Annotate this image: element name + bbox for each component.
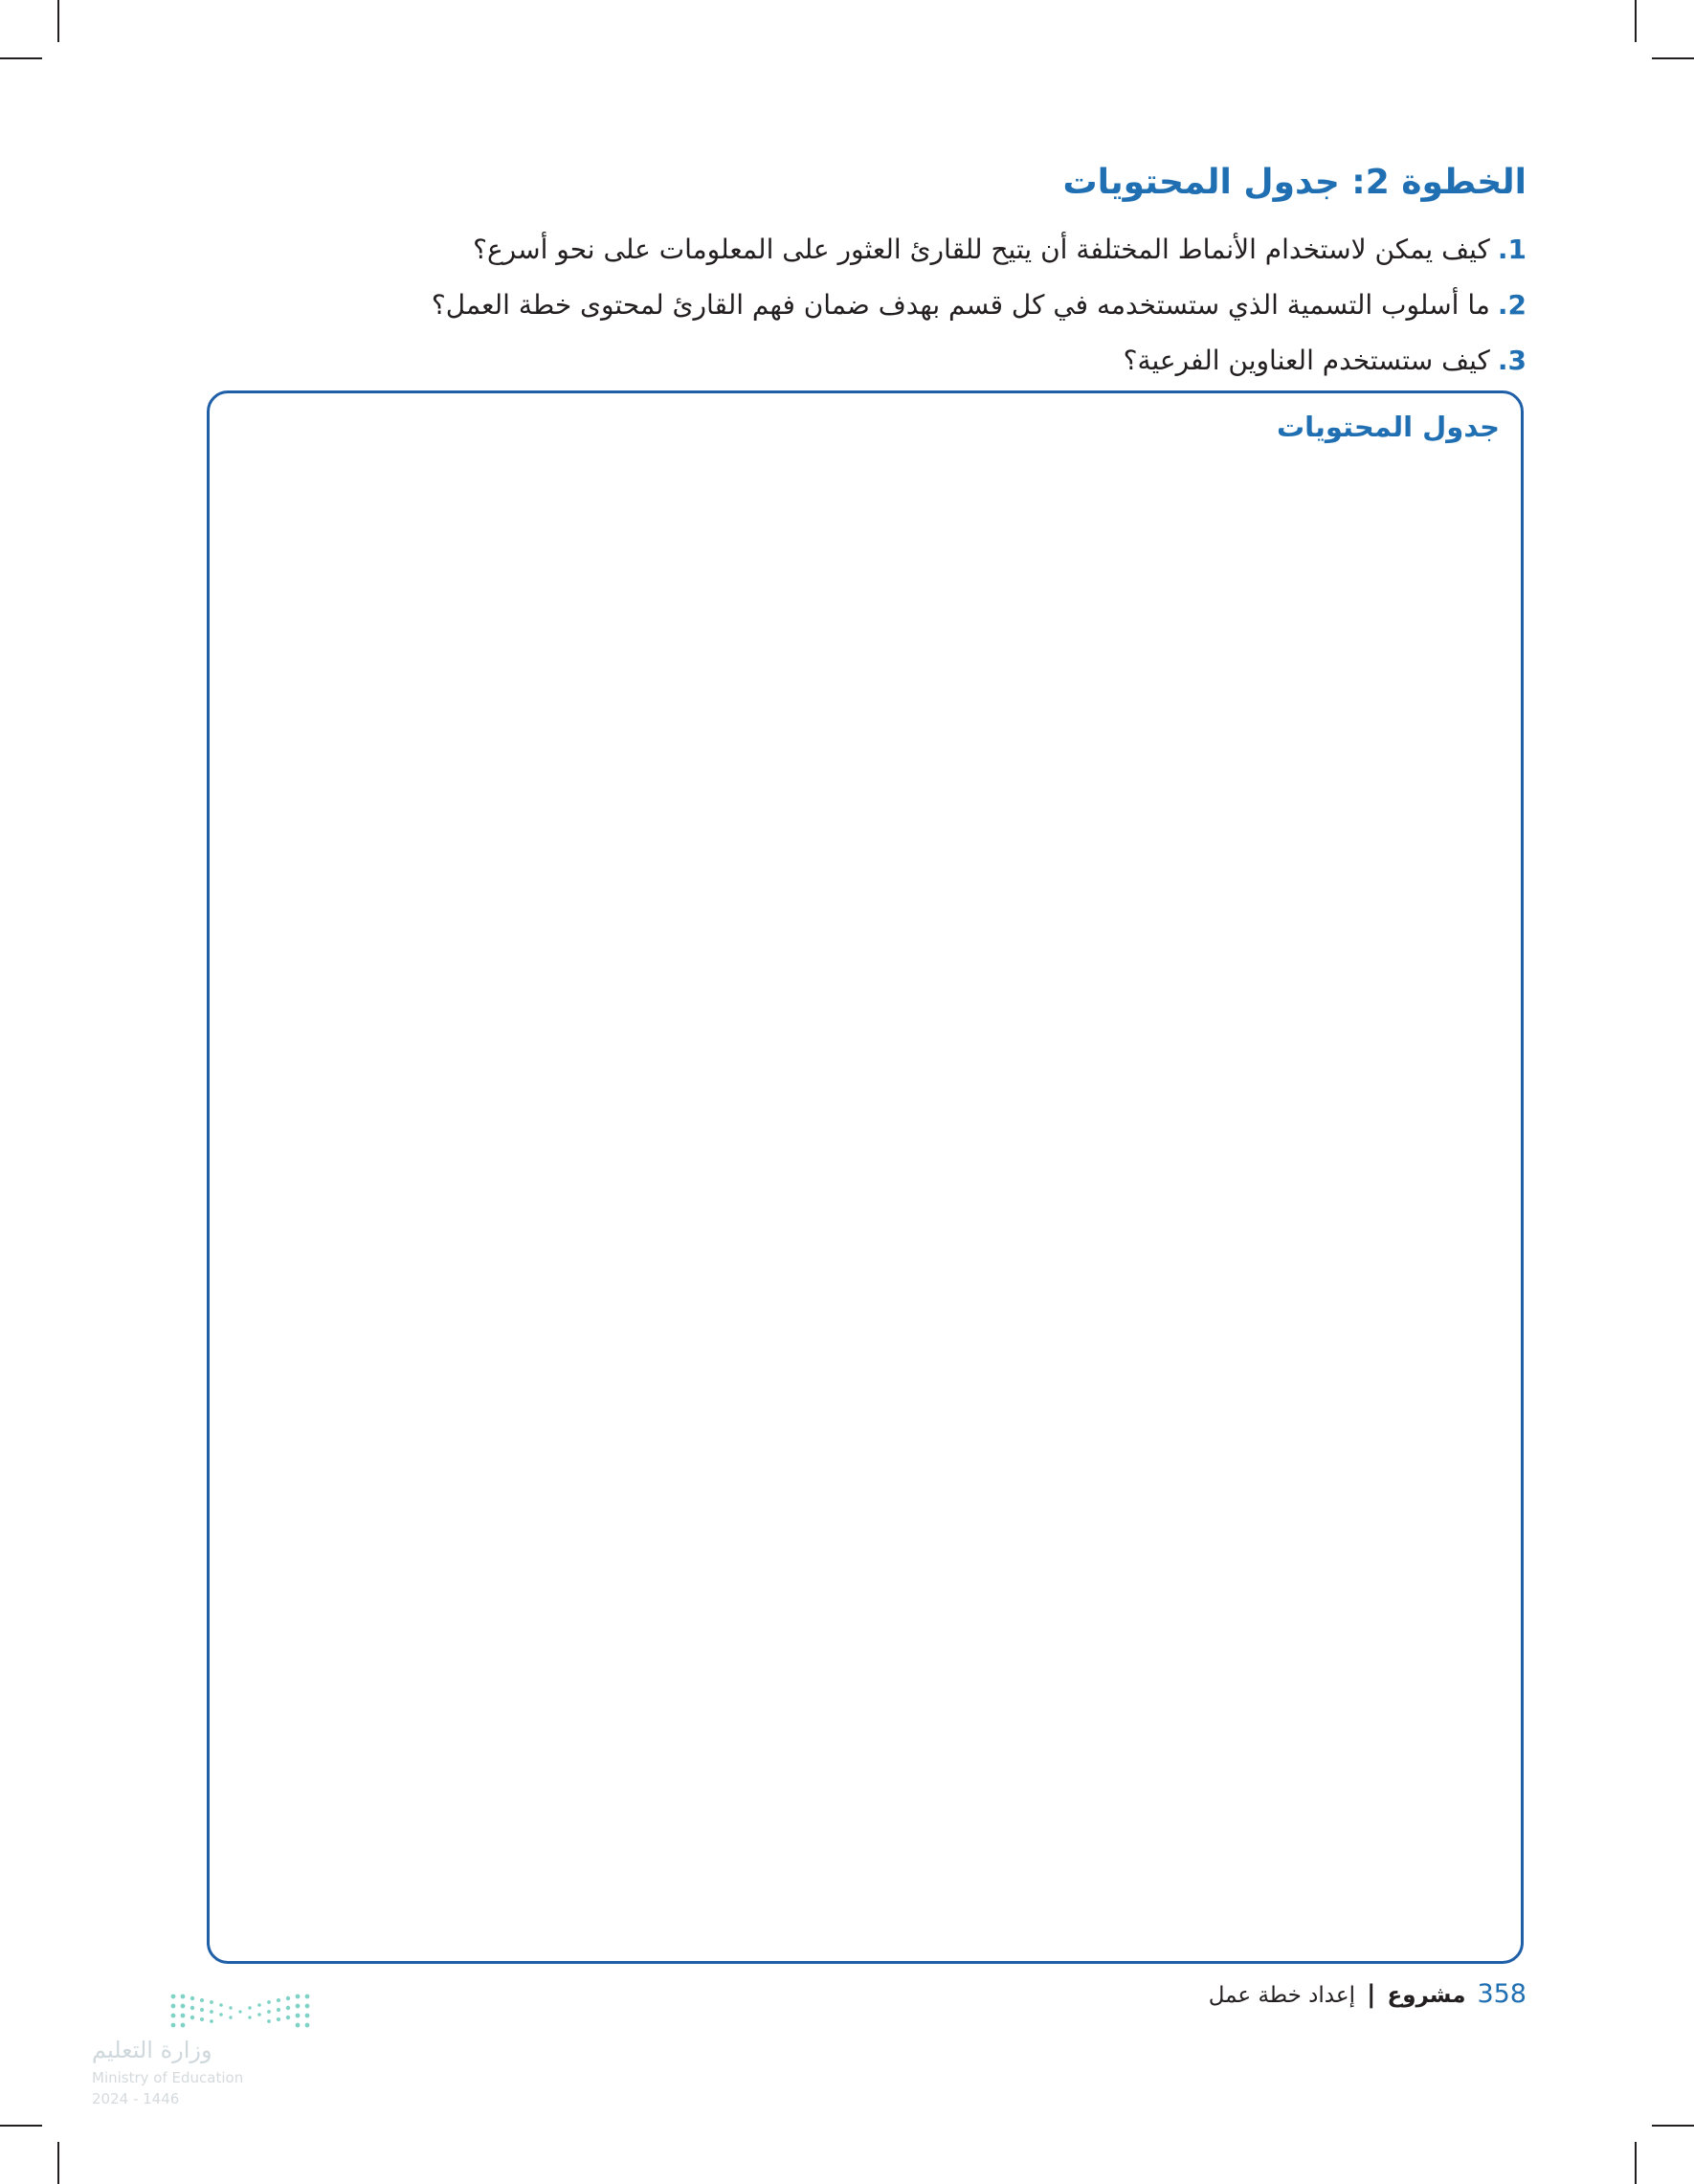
question-item (378, 278, 1527, 333)
footer-separator: | (1366, 1980, 1376, 2009)
logo-year: 2024 - 1446 (92, 2090, 180, 2107)
answer-box-title: جدول المحتويات (1276, 411, 1500, 443)
ministry-logo (92, 1989, 322, 2123)
page-number: 358 (1477, 1979, 1527, 2009)
question-text: كيف يمكن لاستخدام الأنماط المختلفة أن يتيح للقارئ العثور على المعلومات على نحو أسرع؟ (473, 234, 1490, 265)
crop-mark (0, 57, 42, 59)
question-text: كيف ستستخدم العناوين الفرعية؟ (1123, 345, 1490, 376)
footer-title: إعداد خطة عمل (1208, 1983, 1355, 2008)
page-heading: الخطوة 2: جدول المحتويات (1062, 163, 1527, 202)
question-list (378, 222, 1527, 389)
crop-mark (1635, 0, 1637, 42)
crop-mark (57, 2142, 59, 2184)
page-footer (1209, 1979, 1527, 2009)
logo-dots-icon (168, 1989, 312, 2029)
crop-mark (0, 2125, 42, 2127)
logo-english-name: Ministry of Education (92, 2069, 244, 2086)
crop-mark (1635, 2142, 1637, 2184)
crop-mark (57, 0, 59, 42)
question-item (378, 222, 1527, 278)
answer-box[interactable] (207, 390, 1524, 1964)
footer-section-label: مشروع (1387, 1983, 1466, 2008)
question-item (378, 333, 1527, 389)
question-number: 3. (1497, 345, 1527, 376)
question-number: 2. (1497, 289, 1527, 321)
logo-arabic-name: وزارة التعليم (92, 2037, 212, 2063)
crop-mark (1652, 57, 1694, 59)
question-number: 1. (1497, 234, 1527, 265)
crop-mark (1652, 2125, 1694, 2127)
question-text: ما أسلوب التسمية الذي ستستخدمه في كل قسم بهدف ضمان فهم القارئ لمحتوى خطة العمل؟ (431, 289, 1490, 321)
